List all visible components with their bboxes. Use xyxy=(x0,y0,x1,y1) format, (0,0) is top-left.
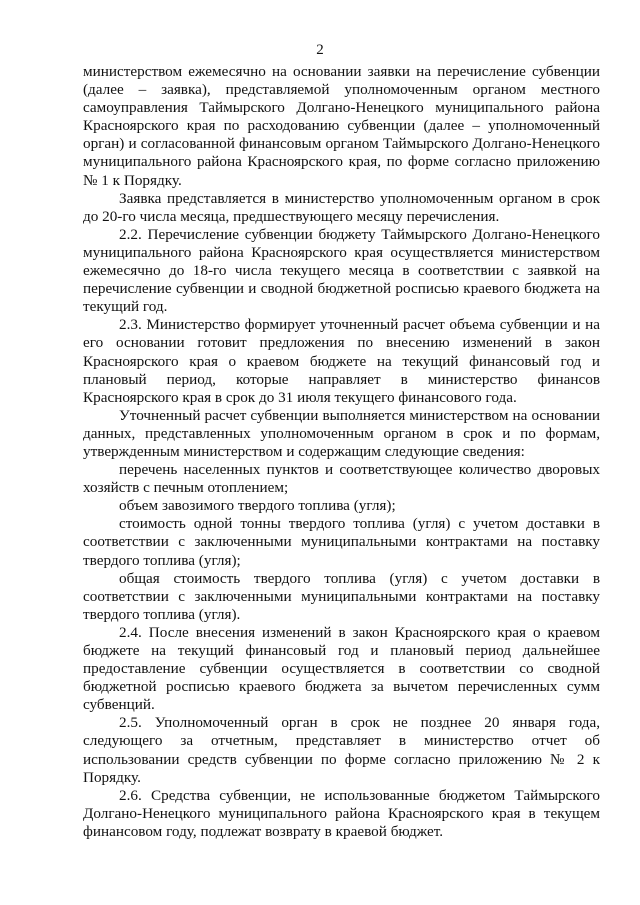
list-item-fuel-total-cost: общая стоимость твердого топлива (угля) с учетом доставки в соответствии с заключенными муниципальными контрактами на поставку твердого топлива (угля). xyxy=(83,569,600,623)
paragraph-refined-calculation: Уточненный расчет субвенции выполняется министерством на основании данных, представленных уполномоченным органом в срок и по формам, утвержденным министерством и содержащим следующие сведения: xyxy=(83,406,600,460)
paragraph-2-2: 2.2. Перечисление субвенции бюджету Таймырского Долгано-Ненецкого муниципального района Красноярского края осуществляется министерством ежемесячно до 18-го числа текущего месяца в соответствии с заявкой на перечисление субвенции и сводной бюджетной росписью краевого бюджета на текущий год. xyxy=(83,225,600,316)
paragraph-2-6: 2.6. Средства субвенции, не использованные бюджетом Таймырского Долгано-Ненецкого муниципального района Красноярского края в текущем финансовом году, подлежат возврату в краевой бюджет. xyxy=(83,786,600,840)
list-item-settlements: перечень населенных пунктов и соответствующее количество дворовых хозяйств с печным отоплением; xyxy=(83,461,600,497)
paragraph-application-deadline: Заявка представляется в министерство уполномоченным органом в срок до 20-го числа месяца, предшествующего месяцу перечисления. xyxy=(83,189,600,225)
list-item-fuel-ton-cost: стоимость одной тонны твердого топлива (угля) с учетом доставки в соответствии с заключенными муниципальными контрактами на поставку твердого топлива (угля); xyxy=(83,515,600,569)
paragraph-2-5: 2.5. Уполномоченный орган в срок не позднее 20 января года, следующего за отчетным, представляет в министерство отчет об использовании средств субвенции по форме согласно приложению № 2 к Порядку. xyxy=(83,714,600,786)
paragraph-2-3: 2.3. Министерство формирует уточненный расчет объема субвенции и на его основании готовит предложения по внесению изменений в закон Красноярского края о краевом бюджете на текущий финансовый год и плановый период, которые направляет в министерство финансов Красноярского края в срок до 31 июля текущего финансового года. xyxy=(83,316,600,406)
page-number: 2 xyxy=(316,42,324,58)
paragraph-2-4: 2.4. После внесения изменений в закон Красноярского края о краевом бюджете на текущий финансовый год и плановый период дальнейшее предоставление субвенции осуществляется в соответствии со сводной бюджетной росписью краевого бюджета за вычетом перечисленных сумм субвенций. xyxy=(83,623,600,714)
document-body xyxy=(83,63,600,841)
list-item-fuel-volume: объем завозимого твердого топлива (угля); xyxy=(119,497,396,515)
paragraph-continuation: министерством ежемесячно на основании заявки на перечисление субвенции (далее – заявка), представляемой уполномоченным органом местного самоуправления Таймырского Долгано-Ненецкого муниципального района Красноярского края по расходованию субвенции (далее – уполномоченный орган) и согласованной финансовым органом Таймырского Долгано-Ненецкого муниципального района Красноярского края, по форме согласно приложению № 1 к Порядку. xyxy=(83,63,600,189)
